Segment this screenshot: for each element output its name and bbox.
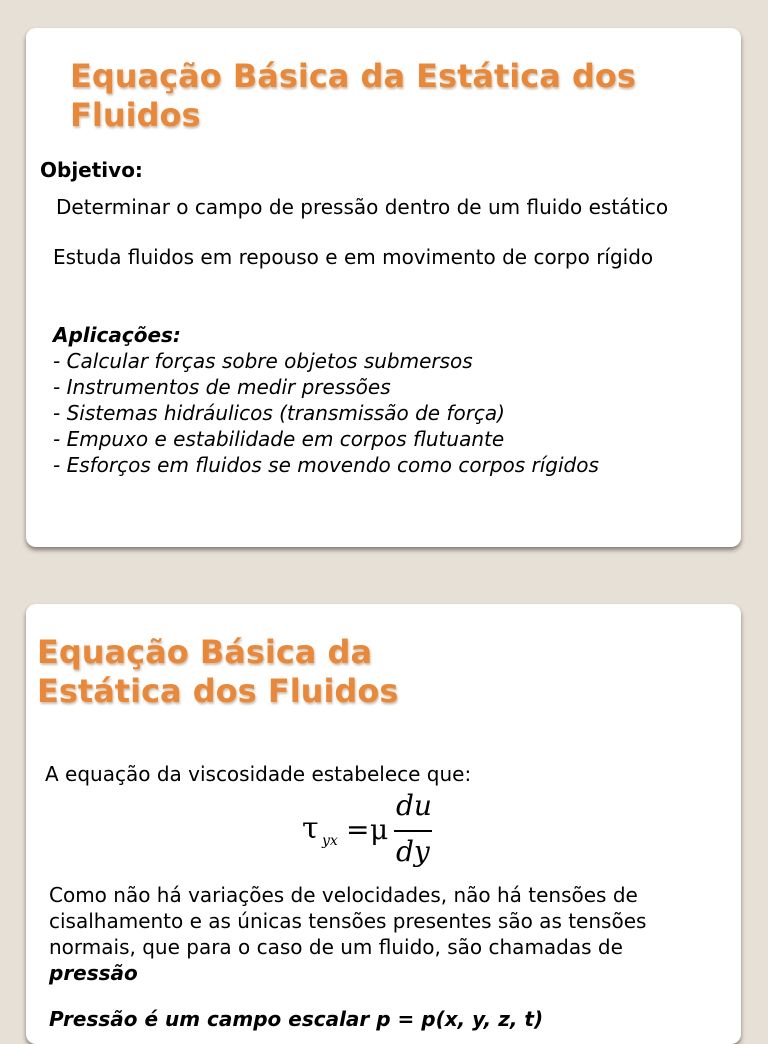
equation-numerator: du: [396, 789, 432, 822]
scalar-field-line: Pressão é um campo escalar p = p(x, y, z, t): [49, 1007, 544, 1031]
slide-1-title-line-1: Equação Básica da Estática dos: [70, 57, 636, 95]
applications-list: [53, 348, 599, 478]
slide-1-title: [70, 57, 636, 135]
pressure-emphasis: pressão: [49, 961, 138, 985]
slide-1: [26, 28, 741, 547]
objective-label: Objetivo:: [40, 158, 143, 182]
fraction-bar: [394, 830, 432, 832]
slide-2-title-line-2: Estática dos Fluidos: [37, 672, 399, 710]
equation-subscript: yx: [322, 833, 338, 849]
list-item: - Empuxo e estabilidade em corpos flutuante: [53, 426, 599, 452]
equation-denominator: dy: [396, 835, 430, 868]
objective-text: Determinar o campo de pressão dentro de um fluido estático: [56, 195, 669, 219]
pressure-paragraph: [49, 882, 729, 986]
list-item: - Calcular forças sobre objetos submersos: [53, 348, 599, 374]
applications-block: [53, 322, 599, 478]
study-text: Estuda fluidos em repouso e em movimento de corpo rígido: [53, 245, 654, 269]
viscosity-equation: [300, 789, 440, 877]
list-item: - Sistemas hidráulicos (transmissão de força): [53, 400, 599, 426]
applications-label: Aplicações:: [53, 323, 181, 347]
list-item: - Instrumentos de medir pressões: [53, 374, 599, 400]
equation-equals: =: [346, 813, 370, 846]
pressure-paragraph-text: Como não há variações de velocidades, não há tensões de cisalhamento e as únicas tensões presentes são as tensões normais, que para o caso de um fluido, são chamadas de: [49, 883, 647, 959]
viscosity-intro: A equação da viscosidade estabelece que:: [45, 762, 472, 786]
list-item: - Esforços em fluidos se movendo como corpos rígidos: [53, 452, 599, 478]
slide-2-title-line-1: Equação Básica da: [37, 633, 373, 671]
equation-mu: μ: [370, 813, 389, 846]
slide-1-title-line-2: Fluidos: [70, 96, 201, 134]
slide-2-title: [37, 633, 398, 711]
slide-2: [26, 604, 741, 1044]
equation-tau: τ: [302, 811, 319, 846]
